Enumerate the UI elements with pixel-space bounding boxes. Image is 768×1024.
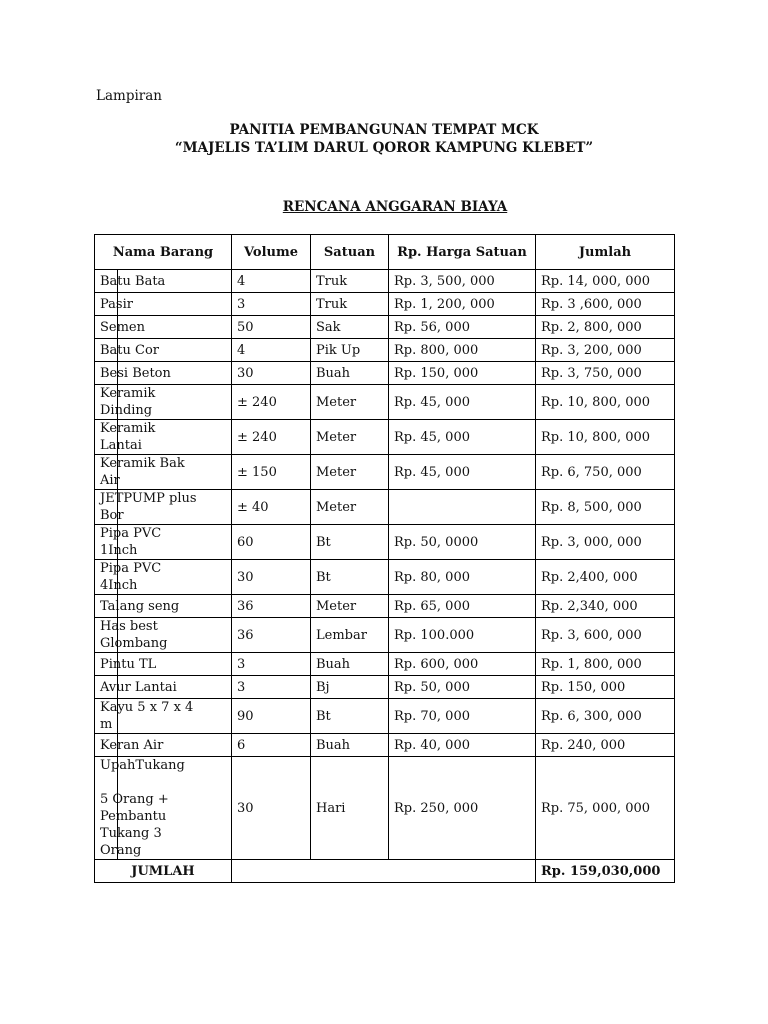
table-row <box>95 560 675 595</box>
document-title-organization: “MAJELIS TA’LIM DARUL QOROR KAMPUNG KLEBET” <box>174 140 594 156</box>
cell-satuan: Truk <box>311 293 389 316</box>
cell-jumlah: Rp. 75, 000, 000 <box>536 757 675 860</box>
cell-volume: ± 150 <box>232 455 311 490</box>
budget-table <box>94 234 675 883</box>
cell-harga-satuan: Rp. 1, 200, 000 <box>389 293 536 316</box>
column-header-satuan: Satuan <box>311 235 389 270</box>
cell-volume: 30 <box>232 560 311 595</box>
column-header-nama-barang: Nama Barang <box>95 235 232 270</box>
cell-harga-satuan: Rp. 100.000 <box>389 618 536 653</box>
cell-nama-barang: Has best Glombang <box>95 618 232 653</box>
cell-volume: 3 <box>232 653 311 676</box>
cell-volume: ± 40 <box>232 490 311 525</box>
cell-satuan: Meter <box>311 455 389 490</box>
cell-harga-satuan: Rp. 50, 000 <box>389 676 536 699</box>
cell-satuan: Meter <box>311 595 389 618</box>
lampiran-label: Lampiran <box>96 88 162 104</box>
cell-nama-barang: Keramik Bak Air <box>95 455 232 490</box>
cell-jumlah: Rp. 3, 600, 000 <box>536 618 675 653</box>
cell-satuan: Sak <box>311 316 389 339</box>
cell-nama-barang: Kayu 5 x 7 x 4 m <box>95 699 232 734</box>
cell-satuan: Buah <box>311 362 389 385</box>
cell-harga-satuan: Rp. 56, 000 <box>389 316 536 339</box>
cell-volume: 36 <box>232 618 311 653</box>
cell-satuan: Pik Up <box>311 339 389 362</box>
table-row <box>95 385 675 420</box>
cell-nama-barang: Pintu TL <box>95 653 232 676</box>
cell-nama-barang: Keramik Lantai <box>95 420 232 455</box>
cell-jumlah: Rp. 2,400, 000 <box>536 560 675 595</box>
document-title: PANITIA PEMBANGUNAN TEMPAT MCK <box>229 122 539 138</box>
cell-nama-barang: Semen <box>95 316 232 339</box>
table-row <box>95 339 675 362</box>
cell-satuan: Bt <box>311 525 389 560</box>
cell-nama-barang: Pipa PVC 1Inch <box>95 525 232 560</box>
cell-satuan: Bj <box>311 676 389 699</box>
total-empty-cell <box>232 860 536 883</box>
cell-jumlah: Rp. 6, 750, 000 <box>536 455 675 490</box>
cell-harga-satuan: Rp. 800, 000 <box>389 339 536 362</box>
total-value: Rp. 159,030,000 <box>536 860 675 883</box>
document-subtitle: RENCANA ANGGARAN BIAYA <box>282 199 508 215</box>
table-row <box>95 676 675 699</box>
cell-volume: 6 <box>232 734 311 757</box>
cell-volume: ± 240 <box>232 420 311 455</box>
cell-volume: 3 <box>232 293 311 316</box>
cell-nama-barang: Talang seng <box>95 595 232 618</box>
table-row <box>95 420 675 455</box>
table-row <box>95 455 675 490</box>
cell-jumlah: Rp. 3, 000, 000 <box>536 525 675 560</box>
cell-nama-barang: Pipa PVC 4Inch <box>95 560 232 595</box>
table-row <box>95 525 675 560</box>
cell-satuan: Buah <box>311 734 389 757</box>
cell-satuan: Buah <box>311 653 389 676</box>
column-header-jumlah: Jumlah <box>536 235 675 270</box>
cell-jumlah: Rp. 14, 000, 000 <box>536 270 675 293</box>
table-row <box>95 270 675 293</box>
cell-volume: 4 <box>232 270 311 293</box>
cell-nama-barang: Batu Cor <box>95 339 232 362</box>
cell-volume: 36 <box>232 595 311 618</box>
table-row <box>95 757 675 860</box>
cell-harga-satuan: Rp. 250, 000 <box>389 757 536 860</box>
table-row <box>95 653 675 676</box>
cell-nama-barang: JETPUMP plus Bor <box>95 490 232 525</box>
cell-harga-satuan: Rp. 50, 0000 <box>389 525 536 560</box>
cell-volume: 90 <box>232 699 311 734</box>
cell-harga-satuan: Rp. 40, 000 <box>389 734 536 757</box>
cell-nama-barang: Besi Beton <box>95 362 232 385</box>
table-total-row <box>95 860 675 883</box>
table-header-row <box>95 235 675 270</box>
cell-nama-barang: Batu Bata <box>95 270 232 293</box>
cell-nama-barang: Keran Air <box>95 734 232 757</box>
cell-volume: 30 <box>232 362 311 385</box>
cell-harga-satuan: Rp. 45, 000 <box>389 455 536 490</box>
cell-jumlah: Rp. 3 ,600, 000 <box>536 293 675 316</box>
cell-jumlah: Rp. 2,340, 000 <box>536 595 675 618</box>
cell-harga-satuan: Rp. 65, 000 <box>389 595 536 618</box>
table-row <box>95 362 675 385</box>
column-header-volume: Volume <box>232 235 311 270</box>
cell-satuan: Truk <box>311 270 389 293</box>
cell-nama-barang: Keramik Dinding <box>95 385 232 420</box>
cell-satuan: Meter <box>311 490 389 525</box>
cell-satuan: Lembar <box>311 618 389 653</box>
cell-jumlah: Rp. 10, 800, 000 <box>536 385 675 420</box>
cell-nama-barang: Avur Lantai <box>95 676 232 699</box>
cell-volume: 3 <box>232 676 311 699</box>
cell-harga-satuan: Rp. 600, 000 <box>389 653 536 676</box>
cell-harga-satuan: Rp. 3, 500, 000 <box>389 270 536 293</box>
cell-jumlah: Rp. 8, 500, 000 <box>536 490 675 525</box>
cell-jumlah: Rp. 10, 800, 000 <box>536 420 675 455</box>
table-row <box>95 293 675 316</box>
cell-satuan: Meter <box>311 420 389 455</box>
cell-nama-barang: Pasir <box>95 293 232 316</box>
cell-satuan: Bt <box>311 560 389 595</box>
cell-satuan: Hari <box>311 757 389 860</box>
cell-satuan: Meter <box>311 385 389 420</box>
cell-jumlah: Rp. 3, 200, 000 <box>536 339 675 362</box>
cell-volume: 50 <box>232 316 311 339</box>
cell-harga-satuan: Rp. 80, 000 <box>389 560 536 595</box>
cell-jumlah: Rp. 6, 300, 000 <box>536 699 675 734</box>
cell-jumlah: Rp. 150, 000 <box>536 676 675 699</box>
table-row <box>95 618 675 653</box>
table-row <box>95 734 675 757</box>
total-label: JUMLAH <box>95 860 232 883</box>
cell-volume: ± 240 <box>232 385 311 420</box>
table-row <box>95 490 675 525</box>
cell-harga-satuan: Rp. 45, 000 <box>389 420 536 455</box>
cell-harga-satuan: Rp. 70, 000 <box>389 699 536 734</box>
cell-harga-satuan <box>389 490 536 525</box>
cell-jumlah: Rp. 1, 800, 000 <box>536 653 675 676</box>
cell-nama-barang: UpahTukang 5 Orang + Pembantu Tukang 3 Orang <box>95 757 232 860</box>
cell-jumlah: Rp. 240, 000 <box>536 734 675 757</box>
table-row <box>95 699 675 734</box>
cell-volume: 4 <box>232 339 311 362</box>
cell-volume: 60 <box>232 525 311 560</box>
cell-jumlah: Rp. 3, 750, 000 <box>536 362 675 385</box>
cell-volume: 30 <box>232 757 311 860</box>
cell-harga-satuan: Rp. 150, 000 <box>389 362 536 385</box>
cell-satuan: Bt <box>311 699 389 734</box>
cell-harga-satuan: Rp. 45, 000 <box>389 385 536 420</box>
table-row <box>95 316 675 339</box>
table-row <box>95 595 675 618</box>
cell-jumlah: Rp. 2, 800, 000 <box>536 316 675 339</box>
column-header-harga-satuan: Rp. Harga Satuan <box>389 235 536 270</box>
